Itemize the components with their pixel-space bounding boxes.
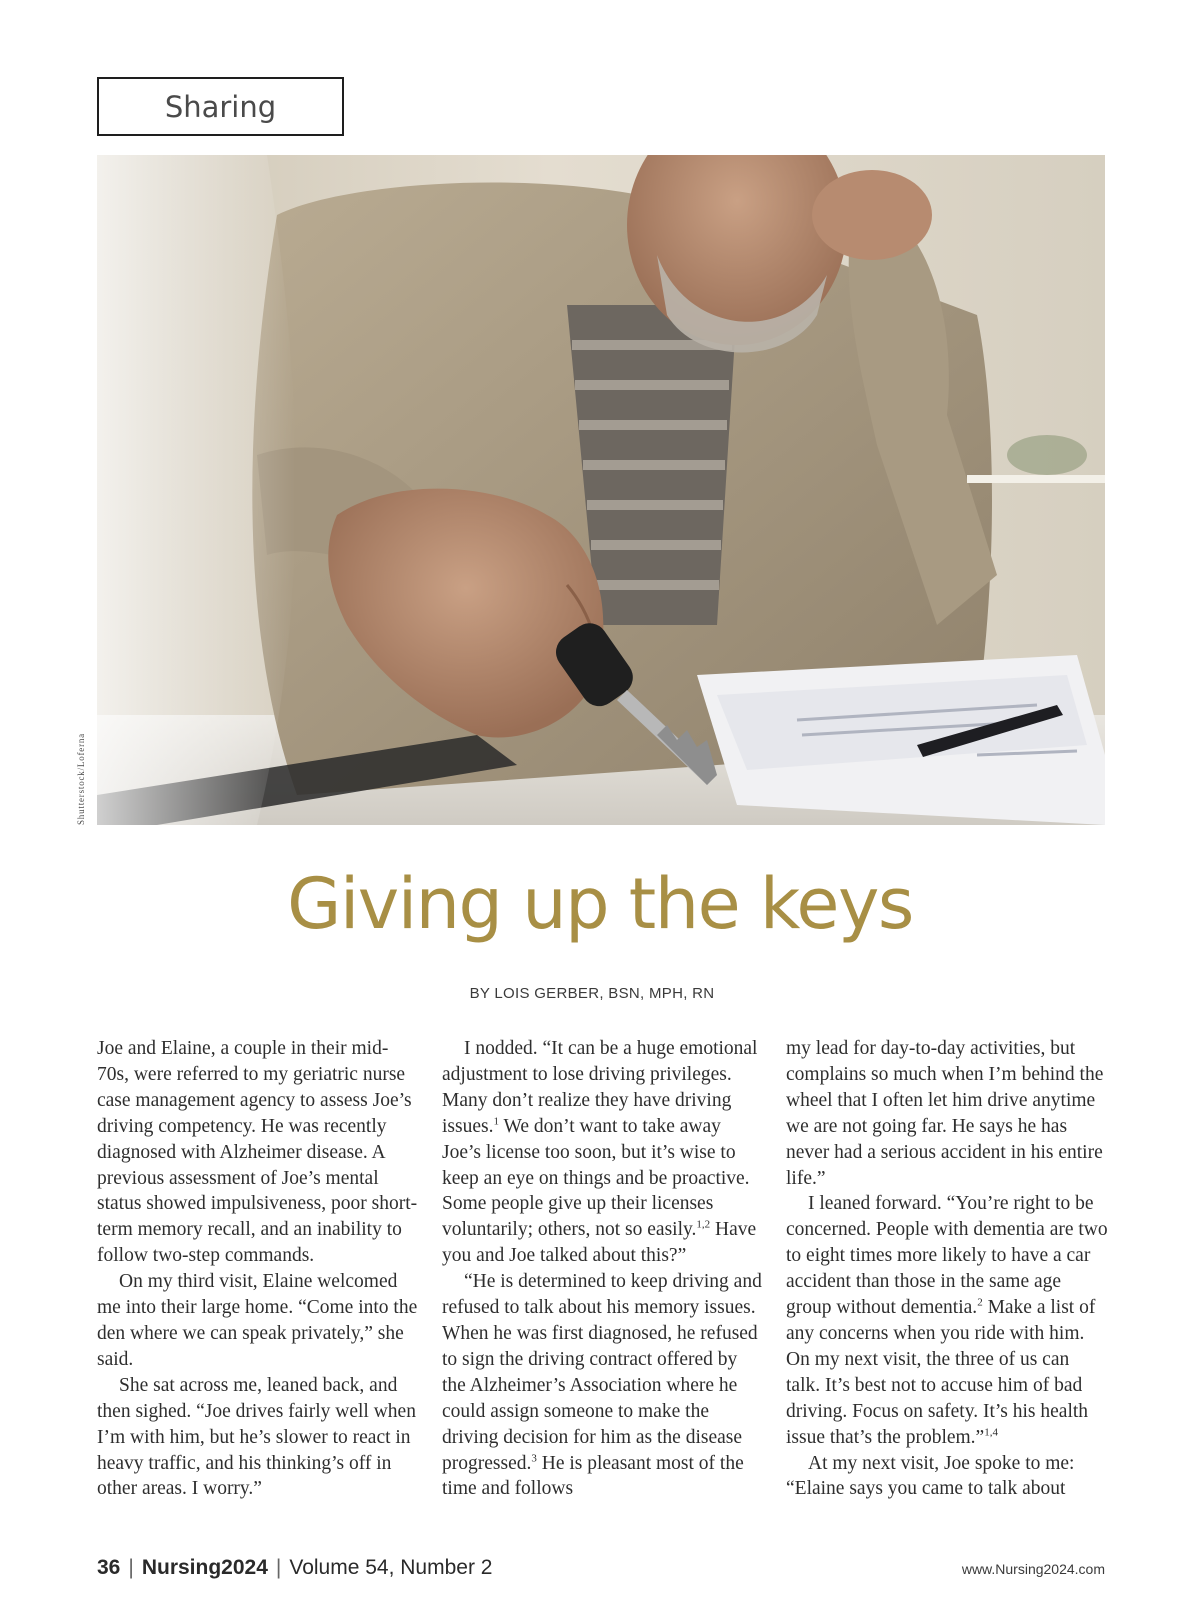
text-run: He is pleasant most of the time and follows bbox=[442, 1452, 744, 1500]
text-run: I leaned forward. “You’re right to be concerned. People with dementia are two to eight times more likely to have a car accident than those in the same age group without dementia. bbox=[786, 1193, 1108, 1319]
paragraph bbox=[786, 1191, 1108, 1450]
citation: 1,4 bbox=[984, 1426, 998, 1439]
section-label-box bbox=[97, 77, 344, 136]
footer-divider: | bbox=[128, 1556, 134, 1579]
page-footer bbox=[97, 1556, 1105, 1586]
paragraph: Joe and Elaine, a couple in their mid-70s, were referred to my geriatric nurse case management agency to assess Joe’s driving competency. He was recently diagnosed with Alzheimer disease. A previous assessment of Joe’s mental status showed impulsiveness, poor short-term memory recall, and an inability to follow two-step commands. bbox=[97, 1038, 418, 1267]
footer-divider: | bbox=[275, 1556, 282, 1579]
citation: 1 bbox=[493, 1115, 499, 1128]
photo-credit: Shutterstock/Loferna bbox=[76, 733, 86, 825]
article-column-1 bbox=[97, 1036, 419, 1502]
page-number: 36 bbox=[97, 1556, 121, 1579]
article-column-3 bbox=[786, 1036, 1108, 1502]
paragraph bbox=[442, 1269, 764, 1502]
text-run: We don’t want to take away Joe’s license too soon, but it’s wise to keep an eye on things and be proactive. Some people give up their licenses voluntarily; others, not so easily. bbox=[442, 1115, 750, 1241]
text-run: Make a list of any concerns when you ride with him. On my next visit, the three of us can talk. It’s best not to accuse him of bad driving. Focus on safety. It’s his health issue that’s the problem.” bbox=[786, 1297, 1096, 1448]
paragraph: At my next visit, Joe spoke to me: “Elaine says you came to talk about bbox=[786, 1452, 1075, 1500]
text-run: “He is determined to keep driving and refused to talk about his memory issues. When he was first diagnosed, he refused to sign the driving contract offered by the Alzheimer’s Association where he could assign someone to make the driving decision for him as the disease progressed. bbox=[442, 1271, 762, 1474]
footer-folio bbox=[97, 1556, 492, 1580]
paragraph bbox=[442, 1036, 764, 1269]
article-photo bbox=[97, 155, 1105, 825]
text-run: Have you and Joe talked about this?” bbox=[442, 1219, 757, 1267]
footer-url: www.Nursing2024.com bbox=[961, 1561, 1105, 1577]
issue-info: Volume 54, Number 2 bbox=[289, 1556, 493, 1579]
article-byline: BY LOIS GERBER, BSN, MPH, RN bbox=[469, 985, 715, 1002]
section-label: Sharing bbox=[164, 89, 277, 124]
citation: 1,2 bbox=[696, 1218, 711, 1231]
article-column-2 bbox=[442, 1036, 764, 1502]
citation: 2 bbox=[977, 1296, 983, 1309]
citation: 3 bbox=[531, 1452, 537, 1464]
journal-name: Nursing2024 bbox=[141, 1556, 268, 1579]
paragraph: She sat across me, leaned back, and then sighed. “Joe drives fairly well when I’m with him, but he’s slower to react in heavy traffic, and his thinking’s off in other areas. I worry.” bbox=[97, 1374, 416, 1500]
text-run: I nodded. “It can be a huge emotional adjustment to lose driving privileges. Many don’t realize they have driving issues. bbox=[442, 1038, 758, 1137]
paragraph: my lead for day-to-day activities, but complains so much when I’m behind the wheel that I often let him drive anytime we are not going far. He says he has never had a serious accident in his entire life.” bbox=[786, 1038, 1104, 1189]
man-holding-car-key-image bbox=[97, 155, 1105, 825]
article-title: Giving up the keys bbox=[287, 863, 913, 945]
paragraph: On my third visit, Elaine welcomed me into their large home. “Come into the den where we can speak privately,” she said. bbox=[97, 1271, 418, 1370]
